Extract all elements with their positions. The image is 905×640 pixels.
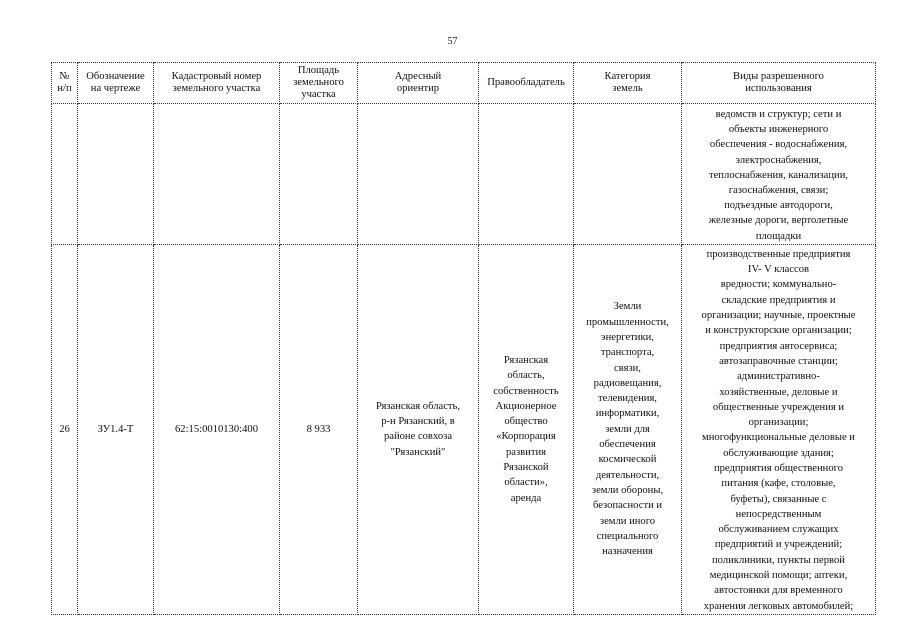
header-label-line: Адресный: [394, 71, 442, 82]
cell-text-line: обеспечения: [599, 439, 656, 451]
cell-cadastral: 62:15:0010130:400: [154, 244, 280, 614]
header-category: [574, 63, 682, 104]
table-row-continuation: [52, 104, 876, 245]
header-label-line: н/п: [57, 83, 72, 94]
cell-text-line: деятельности,: [595, 469, 660, 481]
cell-text-line: «Корпорация: [496, 431, 556, 443]
cell-uses-continuation: [682, 104, 876, 245]
header-label-line: №: [59, 71, 70, 82]
cell-category: [574, 244, 682, 614]
cell-text-line: развития: [505, 446, 547, 458]
cell-text-line: площадки: [755, 230, 802, 242]
cell-text-line: Рязанской: [503, 461, 549, 473]
land-plots-table: [51, 62, 876, 615]
cell-text-line: ведомств и структур; сети и: [715, 109, 842, 120]
header-designation: [78, 63, 154, 104]
header-label-line: участка: [301, 89, 336, 100]
cell-text-line: Рязанская область,: [375, 400, 461, 412]
cell-text-line: обеспечения - водоснабжения,: [709, 139, 848, 151]
cell-owner: [479, 244, 574, 614]
cell-text-line: буфеты), связанные с: [730, 493, 827, 505]
cell-text-line: назначения: [602, 546, 653, 558]
header-label-line: Виды разрешенного: [733, 71, 824, 82]
cell-area: 8 933: [280, 244, 358, 614]
header-address: [358, 63, 479, 104]
cell-text-line: теплоснабжения, канализации,: [708, 169, 849, 181]
cell-text-line: "Рязанский": [390, 446, 446, 458]
cell-text-line: автозаправочные станции;: [719, 355, 838, 367]
cell-text-line: поликлиники, пункты первой: [712, 554, 845, 566]
cell-empty: [78, 104, 154, 245]
cell-text-line: аренда: [510, 492, 542, 504]
header-label-line: использования: [745, 83, 812, 94]
cell-empty: [479, 104, 574, 245]
cell-text-line: объекты инженерного: [728, 124, 829, 136]
cell-text-line: газоснабжения, связи;: [728, 185, 829, 197]
cell-text-line: земли для: [605, 423, 650, 435]
cell-text-line: связи,: [614, 362, 641, 374]
cell-text-line: энергетики,: [601, 331, 654, 343]
header-label-line: на чертеже: [90, 83, 141, 94]
cell-text-line: область,: [507, 370, 545, 382]
cell-text-line: специального: [596, 530, 659, 542]
cell-designation: ЗУ1.4-Т: [78, 244, 154, 614]
cell-text-line: Рязанская: [503, 354, 549, 366]
cell-text-line: Акционерное: [495, 400, 557, 412]
header-label-line: земель: [612, 83, 643, 94]
cell-text-line: IV- V классов: [747, 264, 810, 276]
cell-text-line: административно-: [737, 371, 820, 383]
cell-empty: [280, 104, 358, 245]
cell-text-line: земли обороны,: [591, 484, 664, 496]
cell-text-line: питания (кафе, столовые,: [721, 478, 836, 490]
cell-text-line: автостоянки для временного: [714, 585, 843, 597]
cell-text-line: непосредственным: [735, 508, 822, 520]
cell-text-line: складские предприятия и: [721, 294, 836, 306]
cell-text-line: информатики,: [595, 408, 660, 420]
cell-empty: [358, 104, 479, 245]
cell-text-line: железные дороги, вертолетные: [708, 215, 849, 227]
header-area: [280, 63, 358, 104]
cell-number: 26: [52, 244, 78, 614]
cell-text-line: медицинской помощи; аптеки,: [709, 570, 848, 582]
cell-text-line: организации;: [748, 417, 809, 429]
cell-text-line: области»,: [504, 477, 548, 489]
cell-text-line: транспорта,: [600, 347, 655, 359]
header-label-line: земельного участка: [172, 83, 261, 94]
cell-text-line: районе совхоза: [383, 431, 453, 443]
header-label-line: ориентир: [396, 83, 440, 94]
header-uses: [682, 63, 876, 104]
header-label-line: Площадь: [297, 65, 340, 76]
cell-text-line: предприятия автосервиса;: [719, 340, 838, 352]
header-number: [52, 63, 78, 104]
header-label-line: Категория: [604, 71, 651, 82]
page-number: 57: [447, 36, 458, 47]
cell-text-line: собственность: [493, 385, 559, 397]
header-row: [52, 63, 876, 104]
table-row: [52, 244, 876, 614]
cell-text-line: обслуживающие здания;: [723, 447, 834, 459]
cell-text-line: радиовещания,: [593, 377, 662, 389]
header-label-line: Обозначение: [86, 71, 145, 82]
cell-text-line: подъездные автодороги,: [724, 200, 833, 212]
cell-text-line: вредности; коммунально-: [720, 279, 837, 291]
cell-text-line: общество: [504, 416, 548, 428]
cell-text-line: обслуживанием служащих: [718, 524, 839, 536]
cell-text-line: многофункциональные деловые и: [702, 432, 855, 444]
cell-text-line: безопасности и: [592, 500, 663, 512]
cell-text-line: организации; научные, проектные: [701, 310, 856, 322]
cell-empty: [154, 104, 280, 245]
cell-text-line: земли иного: [599, 515, 656, 527]
cell-text-line: Земли: [613, 301, 642, 313]
cell-uses: [682, 244, 876, 614]
cell-text-line: и конструкторские организации;: [705, 325, 852, 337]
cell-empty: [574, 104, 682, 245]
cell-address: [358, 244, 479, 614]
header-label-line: земельного: [293, 77, 344, 88]
cell-text-line: хранения легковых автомобилей;: [703, 600, 854, 612]
header-cadastral: [154, 63, 280, 104]
header-owner: [479, 63, 574, 104]
cell-text-line: предприятия общественного: [713, 462, 844, 474]
cell-text-line: космической: [598, 454, 657, 466]
header-label-line: Кадастровый номер: [171, 71, 262, 82]
cell-text-line: электроснабжения,: [735, 154, 822, 166]
cell-text-line: промышленности,: [586, 316, 669, 328]
header-label-line: Правообладатель: [487, 77, 565, 88]
cell-empty: [52, 104, 78, 245]
cell-text-line: хозяйственные, деловые и: [719, 386, 838, 398]
cell-text-line: р-н Рязанский, в: [381, 416, 455, 428]
cell-text-line: предприятий и учреждений;: [714, 539, 843, 551]
cell-text-line: телевидения,: [598, 393, 657, 405]
cell-text-line: общественные учреждения и: [712, 401, 845, 413]
cell-text-line: производственные предприятия: [706, 248, 851, 260]
